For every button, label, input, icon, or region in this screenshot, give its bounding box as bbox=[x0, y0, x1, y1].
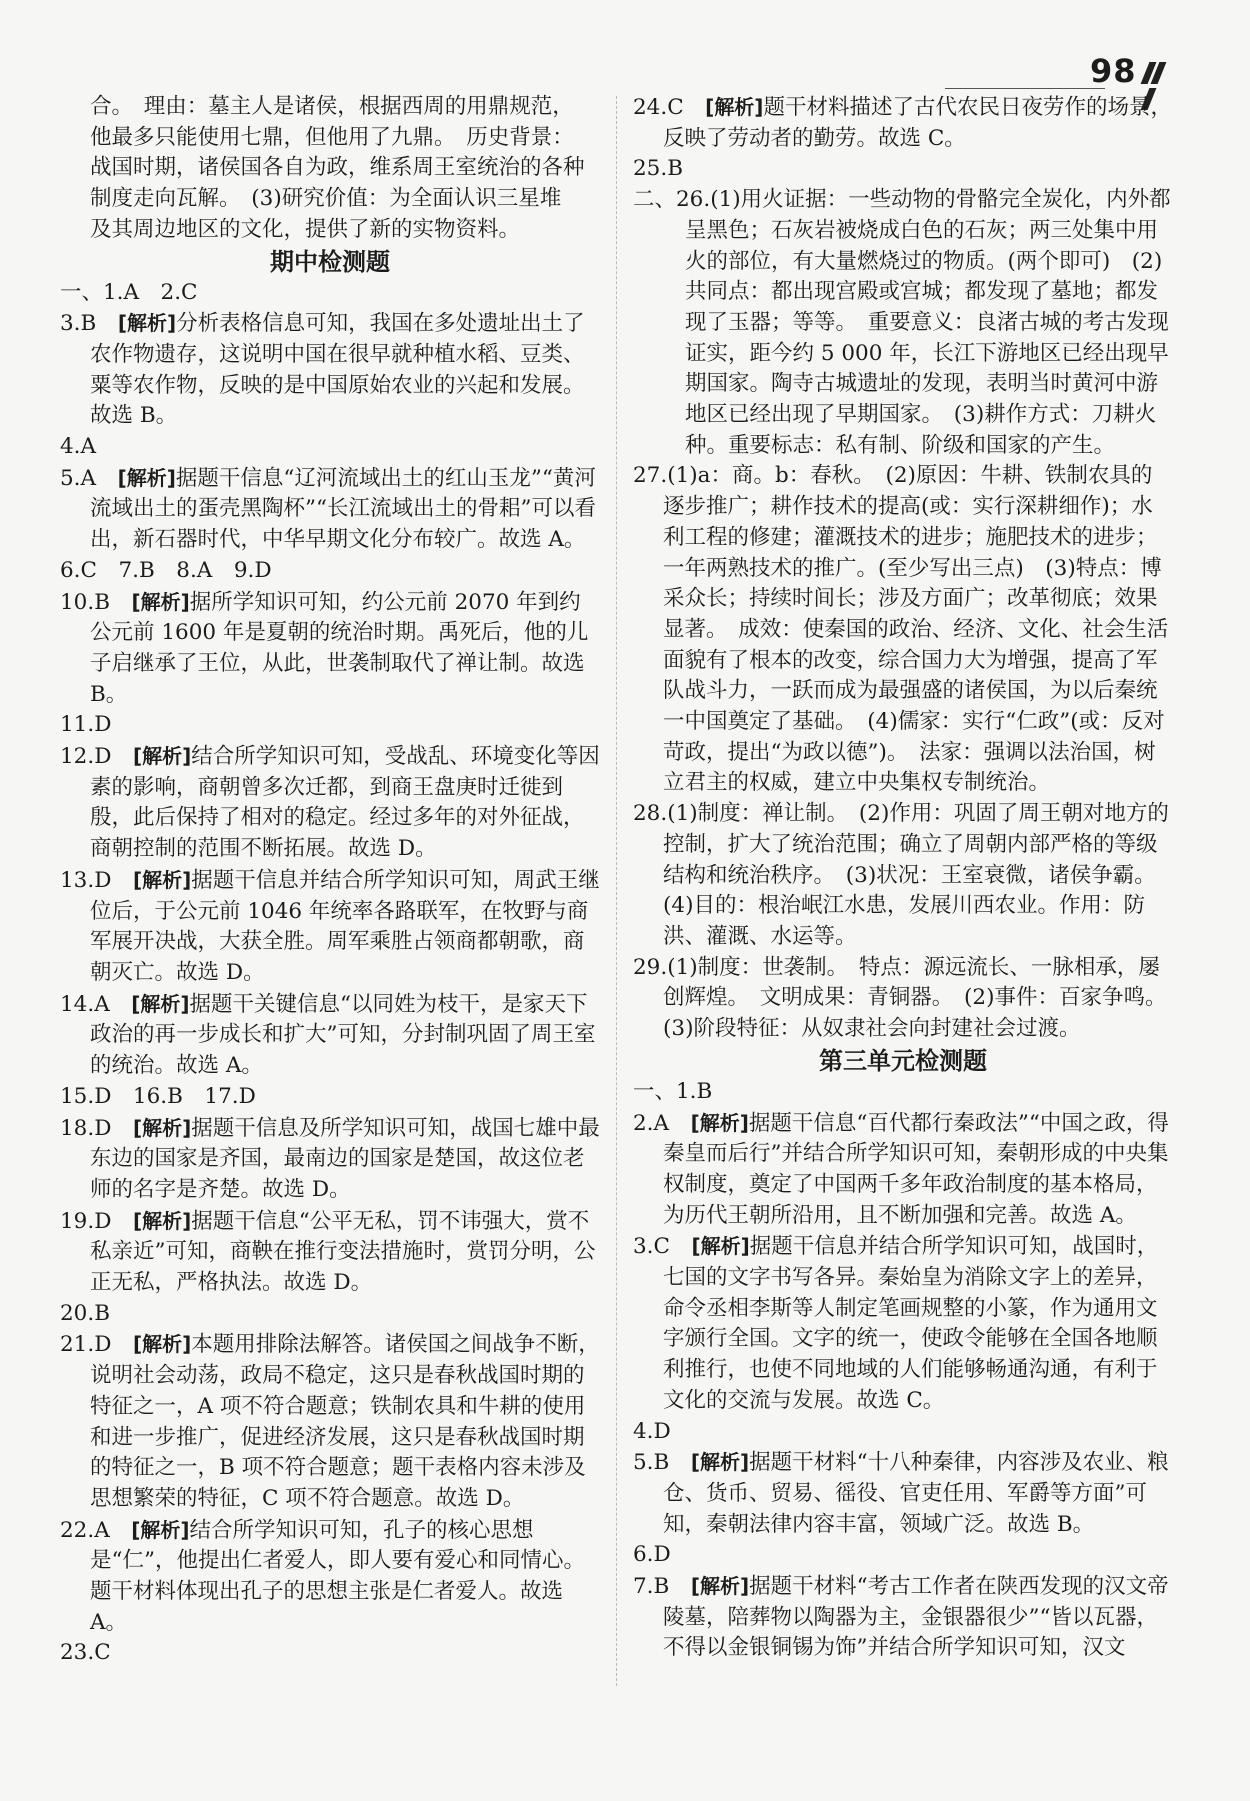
intro-line: 及其周边地区的文化，提供了新的实物资料。 bbox=[90, 216, 521, 242]
answer-text: 据题干信息及所学知识可知，战国七雄中最东边的国家是齐国，最南边的国家是楚国，故这位老师的名字是齐楚。故选 D。 bbox=[90, 1115, 600, 1202]
answer-text: 据所学知识可知，约公元前 2070 年到约公元前 1600 年是夏朝的统治时期。禹死后，他的儿子启继承了王位，从此，世袭制取代了禅让制。故选 B。 bbox=[90, 589, 589, 707]
answer-item bbox=[60, 1515, 600, 1639]
answer-number: 21.D bbox=[60, 1332, 112, 1358]
analysis-tag: [解析] bbox=[132, 867, 192, 892]
answer-line: 一、1.B bbox=[633, 1078, 713, 1104]
intro-line: 制度走向瓦解。 (3)研究价值：为全面认识三星堆 bbox=[90, 186, 562, 212]
intro-line: 合。 理由：墓主人是诸侯，根据西周的用鼎规范， bbox=[90, 94, 574, 119]
answer-text: 据题干关键信息“以同姓为枝干，是家天下政治的再一步成长和扩大”可知，分封制巩固了周王室的统治。故选 A。 bbox=[90, 991, 596, 1079]
answer-item bbox=[60, 308, 600, 432]
answer-text: 据题干信息“公平无私，罚不讳强大，赏不私亲近”可知，商鞅在推行变法措施时，赏罚分明，公正无私，严格执法。故选 D。 bbox=[90, 1208, 596, 1296]
answer-item bbox=[60, 741, 600, 865]
answer-item bbox=[633, 92, 1173, 154]
answer-text: 据题干信息“辽河流域出土的红山玉龙”“黄河流域出土的蛋壳黑陶杯”“长江流域出土的骨耜”可以看出，新石器时代，中华早期文化分布较广。故选 A。 bbox=[90, 465, 596, 553]
analysis-tag: [解析] bbox=[131, 991, 190, 1016]
answer-number: 7.B bbox=[633, 1574, 670, 1600]
answer-text: 结合所学知识可知，孔子的核心思想是“仁”，他提出仁者爱人，即人要有爱心和同情心。题干材料体现出孔子的思想主张是仁者爱人。故选 A。 bbox=[90, 1517, 585, 1635]
intro-line: 他最多只能使用七鼎，但他用了九鼎。 历史背景： bbox=[90, 124, 574, 150]
analysis-tag: [解析] bbox=[131, 1517, 190, 1542]
answer-item bbox=[60, 865, 600, 989]
answer-line: 15.D 16.B 17.D bbox=[60, 1083, 256, 1109]
answer-number: 22.A bbox=[60, 1517, 110, 1543]
answer-number: 3.C bbox=[633, 1234, 670, 1260]
answer-line: 20.B bbox=[60, 1300, 110, 1326]
answer-number: 10.B bbox=[60, 589, 110, 615]
analysis-tag: [解析] bbox=[131, 589, 190, 614]
analysis-tag: [解析] bbox=[132, 744, 192, 769]
answer-number: 3.B bbox=[60, 311, 97, 337]
answer-text: 据题干材料“十八种秦律，内容涉及农业、粮仓、货币、贸易、徭役、官吏任用、军爵等方面”可知，秦朝法律内容丰富，领域广泛。故选 B。 bbox=[663, 1450, 1169, 1537]
answer-item bbox=[60, 1206, 600, 1299]
answer-line: 6.C 7.B 8.A 9.D bbox=[60, 557, 272, 583]
answer-line: 23.C bbox=[60, 1640, 111, 1666]
answer-item bbox=[60, 1113, 600, 1206]
answer-number: 12.D bbox=[60, 744, 112, 770]
answer-text: 据题干信息并结合所学知识可知，战国时，七国的文字书写各异。秦始皇为消除文字上的差异，命令丞相李斯等人制定笔画规整的小篆，作为通用文字颁行全国。文字的统一，使政令能够在全国各地顺利推行，也使不同地域的人们能够畅通沟通，有利于文化的交流与发展。故选 C。 bbox=[663, 1234, 1159, 1413]
answer-item: 二、26.(1)用火证据：一些动物的骨骼完全炭化，内外都呈黑色；石灰岩被烧成白色的石灰；两三处集中用火的部位，有大量燃烧过的物质。(两个即可) (2)共同点：都出现宫殿或宫城；都发现了墓地；都发现了玉器；等等。 重要意义：良渚古城的考古发现证实，距今约 5 000 年，长江下游地区已经出现早期国家。陶寺古城遗址的发现，表明当时黄河中游地区已经出现了早期国家。 (3)耕作方式：刀耕火种。重要标志：私有制、阶级和国家的产生。 bbox=[633, 187, 1171, 458]
analysis-tag: [解析] bbox=[690, 1110, 749, 1135]
answer-line: 11.D bbox=[60, 712, 112, 738]
analysis-tag: [解析] bbox=[691, 1234, 750, 1259]
page-number: 98 bbox=[1090, 52, 1137, 90]
answer-item bbox=[60, 989, 600, 1082]
answer-text: 本题用排除法解答。诸侯国之间战争不断，说明社会动荡，政局不稳定，这只是春秋战国时期的特征之一，A 项不符合题意；铁制农具和牛耕的使用和进一步推广，促进经济发展，这只是春秋战国时期的特征之一，B 项不符合题意；题干表格内容未涉及思想繁荣的特征，C 项不符合题意。故选 D。 bbox=[90, 1332, 600, 1511]
analysis-tag: [解析] bbox=[117, 311, 177, 336]
analysis-tag: [解析] bbox=[117, 465, 176, 490]
answer-item bbox=[60, 463, 600, 556]
answer-number: 19.D bbox=[60, 1208, 112, 1234]
answer-item bbox=[633, 1571, 1173, 1664]
answer-text: 据题干材料“考古工作者在陕西发现的汉文帝陵墓，陪葬物以陶器为主，金银器很少”“皆以瓦器，不得以金银铜锡为饰”并结合所学知识可知，汉文 bbox=[663, 1574, 1169, 1661]
answer-text: 据题干信息“百代都行秦政法”“中国之政，得秦皇而后行”并结合所学知识可知，秦朝形成的中央集权制度，奠定了中国两千多年政治制度的基本格局，为历代王朝所沿用，且不断加强和完善。故选 A。 bbox=[663, 1110, 1169, 1228]
answer-number: 18.D bbox=[60, 1115, 112, 1141]
answer-text: 分析表格信息可知，我国在多处遗址出土了农作物遗存，这说明中国在很早就种植水稻、豆类、粟等农作物，反映的是中国原始农业的兴起和发展。故选 B。 bbox=[90, 311, 585, 429]
analysis-tag: [解析] bbox=[690, 1450, 750, 1475]
section-heading-unit-three: 第三单元检测题 bbox=[819, 1046, 987, 1075]
answer-text: 结合所学知识可知，受战乱、环境变化等因素的影响，商朝曾多次迁都，到商王盘庚时迁徙到殷，此后保持了相对的稳定。经过多年的对外征战，商朝控制的范围不断拓展。故选 D。 bbox=[90, 744, 600, 862]
answer-line: 4.D bbox=[633, 1418, 671, 1444]
analysis-tag: [解析] bbox=[690, 1574, 750, 1599]
answer-line: 4.A bbox=[60, 434, 97, 460]
left-column bbox=[60, 92, 600, 1669]
answer-number: 24.C bbox=[633, 95, 684, 120]
answer-text: 题干材料描述了古代农民日夜劳作的场景，反映了劳动者的勤劳。故选 C。 bbox=[663, 95, 1172, 151]
answer-line: 25.B bbox=[633, 156, 683, 182]
answer-item bbox=[60, 587, 600, 711]
page-header bbox=[945, 52, 1165, 92]
answer-item: 28.(1)制度：禅让制。 (2)作用：巩固了周王朝对地方的控制，扩大了统治范围；确立了周朝内部严格的等级结构和统治秩序。 (3)状况：王室衰微，诸侯争霸。 (4)目的：根治岷江水患，发展川西农业。作用：防洪、灌溉、水运等。 bbox=[633, 801, 1169, 949]
analysis-tag: [解析] bbox=[132, 1115, 192, 1140]
answer-item bbox=[633, 1108, 1173, 1232]
answer-line: 一、1.A 2.C bbox=[60, 279, 198, 305]
analysis-tag: [解析] bbox=[132, 1332, 192, 1357]
answer-item bbox=[60, 1329, 600, 1514]
section-heading-midterm: 期中检测题 bbox=[270, 247, 390, 276]
answer-item bbox=[633, 1447, 1173, 1540]
answer-line: 6.D bbox=[633, 1542, 671, 1568]
answer-item: 29.(1)制度：世袭制。 特点：源远流长、一脉相承，屡创辉煌。 文明成果：青铜器。 (2)事件：百家争鸣。 (3)阶段特征：从奴隶社会向封建社会过渡。 bbox=[633, 954, 1178, 1042]
intro-line: 战国时期，诸侯国各自为政，维系周王室统治的各种 bbox=[90, 155, 585, 181]
answer-item: 27.(1)a：商。b：春秋。 (2)原因：牛耕、铁制农具的逐步推广；耕作技术的提高(或：实行深耕细作)；水利工程的修建；灌溉技术的进步；施肥技术的进步；一年两熟技术的推广。(至少写出三点) (3)特点：博采众长；持续时间长；涉及方面广；改革彻底；效果显著。 成效：使秦国的政治、经济、文化、社会生活面貌有了根本的改变，综合国力大为增强，提高了军队战斗力，一跃而成为最强盛的诸侯国，为以后秦统一中国奠定了基础。 (4)儒家：实行“仁政”(或：反对苛政，提出“为政以德”)。 法家：强调以法治国，树立君主的权威，建立中央集权专制统治。 bbox=[633, 463, 1169, 796]
analysis-tag: [解析] bbox=[705, 95, 764, 119]
answer-text: 据题干信息并结合所学知识可知，周武王继位后，于公元前 1046 年统率各路联军，在牧野与商军展开决战，大获全胜。周军乘胜占领商都朝歌，商朝灭亡。故选 D。 bbox=[90, 867, 600, 985]
header-rule bbox=[945, 88, 1105, 89]
answer-number: 2.A bbox=[633, 1110, 670, 1136]
right-column bbox=[633, 92, 1178, 1664]
column-divider bbox=[616, 96, 617, 1686]
answer-item bbox=[633, 1231, 1173, 1416]
answer-number: 5.B bbox=[633, 1450, 670, 1476]
answer-number: 14.A bbox=[60, 991, 110, 1017]
analysis-tag: [解析] bbox=[132, 1208, 192, 1233]
answer-number: 13.D bbox=[60, 867, 112, 893]
answer-number: 5.A bbox=[60, 465, 97, 491]
